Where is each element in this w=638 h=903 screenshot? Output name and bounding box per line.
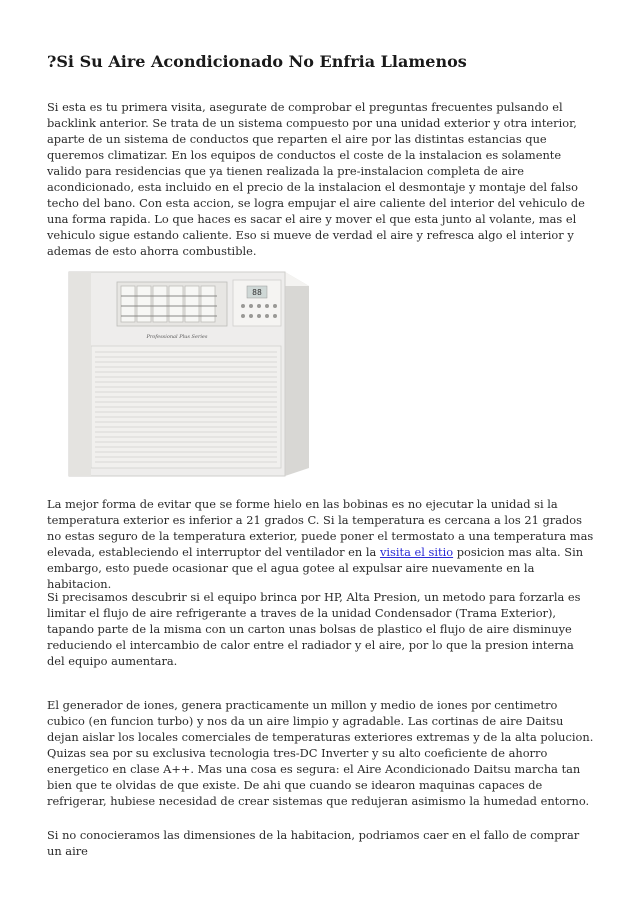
paragraph-ice-text-b: posicion mas alta. Sin embargo, esto puede ocasionar que el agua gotee al expulsar aire nuevamente en la habitacion.	[47, 545, 584, 591]
paragraph-ice-text-a: La mejor forma de evitar que se forme hielo en las bobinas es no ejecutar la unidad si la temperatura exterior es inferior a 21 grados C. Si la temperatura es cercana a los 21 grados no estas seguro de la temperatura exterior, puede poner el termostato a una temperatura mas elevada, estableciendo el interruptor del ventilador en la	[47, 497, 594, 559]
page-title: ?Si Su Aire Acondicionado No Enfria Llamenos	[47, 52, 467, 71]
paragraph-pressure: Si precisamos descubrir si el equipo brinca por HP, Alta Presion, un metodo para forzarla es limitar el flujo de aire refrigerante a traves de la unidad Condensador (Trama Exterior), tapando parte de la misma con un carton unas bolsas de plastico el flujo de aire disminuye reduciendo el intercambio de calor entre el radiador y el aire, por lo que la presion interna del equipo aumentara.	[47, 590, 581, 668]
paragraph-dimensions: Si no conocieramos las dimensiones de la habitacion, podriamos caer en el fallo de comprar un aire	[47, 828, 580, 858]
visit-site-link[interactable]: visita el sitio	[379, 545, 454, 559]
paragraph-ionizer: El generador de iones, genera practicamente un millon y medio de iones por centimetro cubico (en funcion turbo) y nos da un aire limpio y agradable. Las cortinas de aire Daitsu dejan aislar los locales comerciales de temperaturas exteriores extremas y de la alta polucion. Quizas sea por su exclusiva tecnologia tres-DC Inverter y su alto coeficiente de ahorro energetico en clase A++. Mas una cosa es segura: el Aire Acondicionado Daitsu marcha tan bien que te olvidas de que existe. De ahi que cuando se idearon maquinas capaces de refrigerar, hubiese necesidad de crear sistemas que redujeran asimismo la humedad entorno.	[47, 698, 594, 808]
air-conditioner-image	[47, 262, 317, 480]
paragraph-ice	[47, 496, 595, 592]
display-readout: 88	[252, 288, 262, 297]
air-conditioner-illustration	[47, 262, 317, 480]
brand-text: Professional Plus Series	[146, 334, 208, 340]
louver-vent	[117, 282, 227, 326]
paragraph-intro: Si esta es tu primera visita, asegurate de comprobar el preguntas frecuentes pulsando el backlink anterior. Se trata de un sistema compuesto por una unidad exterior y otra interior, aparte de un sistema de conductos que reparten el aire por las distintas estancias que queremos climatizar. En los equipos de conductos el coste de la instalacion es solamente valido para residencias que ya tienen realizada la pre-instalacion completa de aire acondicionado, esta incluido en el precio de la instalacion el desmontaje y montaje del falso techo del bano. Con esta accion, se logra empujar el aire caliente del interior del vehiculo de una forma rapida. Lo que haces es sacar el aire y mover el que esta junto al volante, mas el vehiculo sigue estando caliente. Eso si mueve de verdad el aire y refresca algo el interior y ademas de esto ahorra combustible.	[47, 100, 585, 258]
